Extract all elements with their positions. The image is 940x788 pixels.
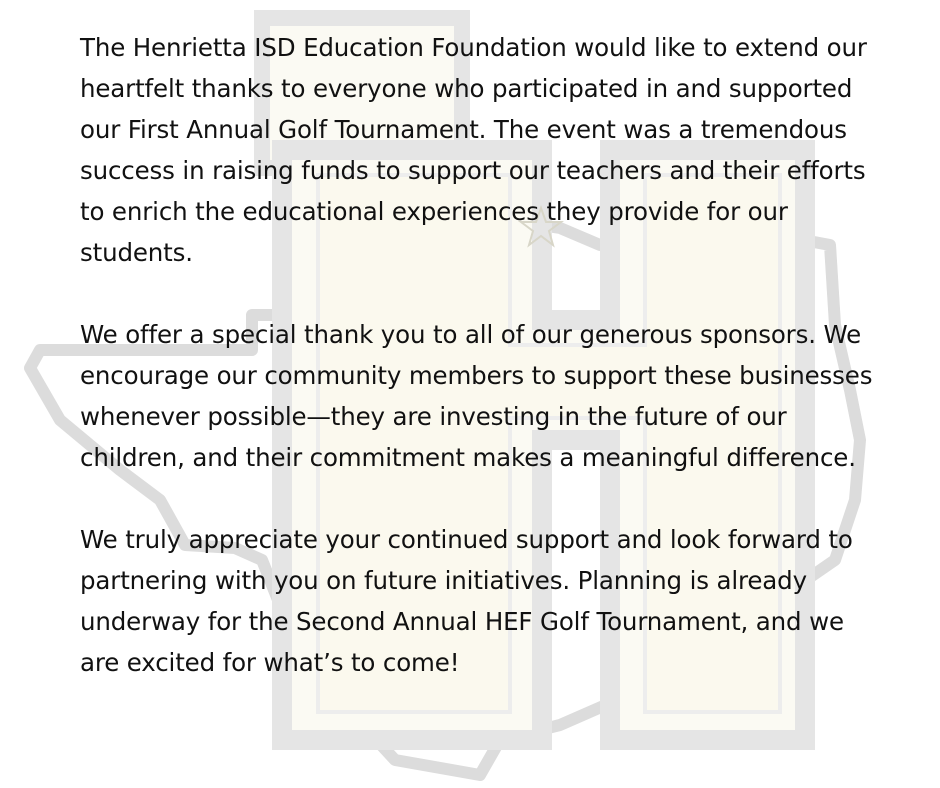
paragraph-thanks: The Henrietta ISD Education Foundation would like to extend our heartfelt thanks to everyone who participated in and supported our First Annual Golf Tournament. The event was a tremendous success in raising funds to support our teachers and their efforts to enrich the educational experiences they provide for our students. [80, 33, 867, 267]
paragraph-sponsors: We offer a special thank you to all of our generous sponsors. We encourage our community members to support these businesses whenever possible—they are investing in the future of our children, and their commitment makes a meaningful difference. [80, 320, 873, 472]
paragraph-future: We truly appreciate your continued support and look forward to partnering with you on future initiatives. Planning is already underway for the Second Annual HEF Golf Tournament, and we are excited for what’s to come! [80, 525, 853, 677]
letter-body [80, 27, 880, 683]
